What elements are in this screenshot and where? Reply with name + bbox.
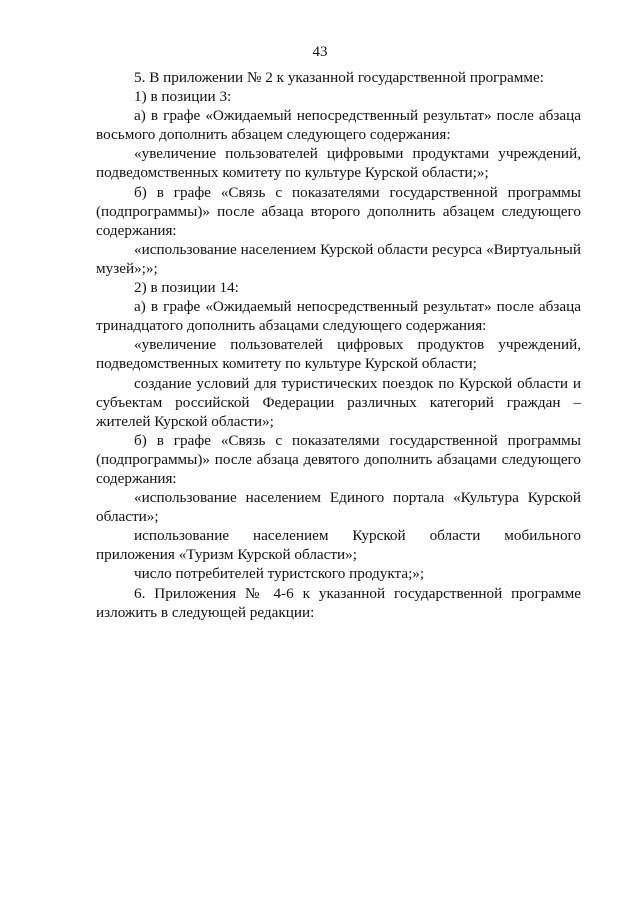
paragraph-expected-result-14: а) в графе «Ожидаемый непосредственный результат» после абзаца тринадцатого дополнить абзацами следующего содержания: [96, 298, 581, 335]
paragraph-mobile-app: использование населением Курской области мобильного приложения «Туризм Курской области»; [96, 527, 581, 564]
paragraph-tourist-consumers: число потребителей туристского продукта;»; [134, 565, 425, 583]
paragraph-indicators-14: б) в графе «Связь с показателями государственной программы (подпрограммы)» после абзаца девятого дополнить абзацами следующего содержания: [96, 431, 581, 487]
paragraph-item-6: 6. Приложения № 4-6 к указанной государственной программе изложить в следующей редакции: [96, 584, 581, 621]
document-body [96, 68, 581, 622]
paragraph-item-5: 5. В приложении № 2 к указанной государственной программе: [134, 69, 544, 86]
paragraph-position-14: 2) в позиции 14: [134, 279, 239, 297]
paragraph-expected-result-3: а) в графе «Ожидаемый непосредственный результат» после абзаца восьмого дополнить абзацем следующего содержания: [96, 107, 581, 144]
paragraph-indicators-3: б) в графе «Связь с показателями государственной программы (подпрограммы)» после абзаца второго дополнить абзацем следующего содержания: [96, 183, 581, 239]
paragraph-position-3: 1) в позиции 3: [134, 88, 232, 106]
paragraph-quote-virtual-museum: «использование населением Курской области ресурса «Виртуальный музей»;»; [96, 240, 581, 277]
paragraph-quote-culture-portal: «использование населением Единого портала «Культура Курской области»; [96, 489, 581, 526]
page-number: 43 [312, 44, 328, 60]
paragraph-tourist-trips: создание условий для туристических поездок по Курской области и субъектам российской Федерации различных категорий граждан – жителей Курской области»; [96, 374, 581, 430]
paragraph-quote-digital-products: «увеличение пользователей цифровых продуктов учреждений, подведомственных комитету по культуре Курской области; [96, 336, 581, 373]
paragraph-quote-digital-users: «увеличение пользователей цифровыми продуктами учреждений, подведомственных комитету по культуре Курской области;»; [96, 145, 581, 182]
